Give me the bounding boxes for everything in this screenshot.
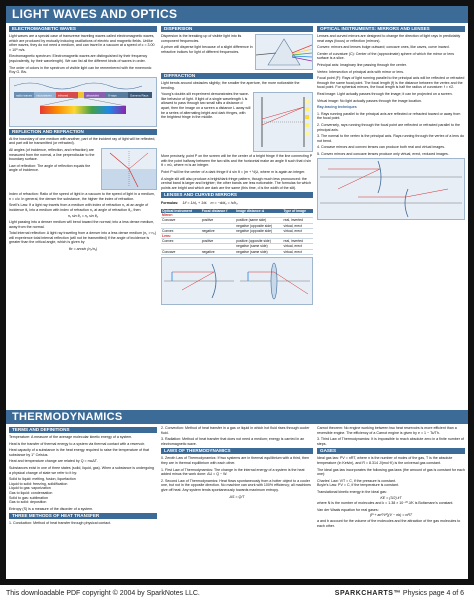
chart-sheet: [6, 6, 468, 579]
table-cell: negative: [201, 228, 235, 233]
kinetic-energy-formula: KE = (3/2) kT: [380, 495, 402, 500]
convex-concave-def: Convex: mirrors and lenses bulge outward; concave ones, like caves, curve inward.: [317, 45, 450, 50]
mirror-ray-figure: [317, 158, 465, 220]
van-der-waals-formula: (P + an²/V²)(V − nb) = nRT: [369, 513, 413, 518]
normal-text: All angles (of incidence, reflection, and refraction) are measured from the normal, a line perpendicular to the boundary surface.: [9, 147, 95, 162]
heat-temp-relation: Heat and temperature change are related by Q = mcΔT.: [9, 459, 98, 464]
heat-capacity-def: Heat capacity of a substance is the heat energy required to raise the temperature of that substance by 1° Celsius.: [9, 448, 150, 457]
phase-change: Liquid to solid: freezing, solidification: [9, 481, 68, 486]
third-law: 3. Third Law of Thermodynamics: It is impossible to reach absolute zero in a finite number of steps.: [317, 437, 464, 446]
column-optical-instruments: [317, 25, 465, 407]
em-mnemonic-text: The order of colors in the spectrum of visible light can be remembered with the mnemonic Roy G. Biv.: [9, 65, 152, 75]
carnot-theorem: Carnot theorem: No engine working between two heat reservoirs is more efficient than a reversible engine. The efficiency of a Carnot engine is given by e = 1 − Tc/Th.: [317, 426, 457, 435]
table-cell: negative (same side): [235, 244, 282, 249]
table-cell: real, inverted: [282, 239, 313, 244]
states-text: Substances exist in one of three states (solid, liquid, gas). When a substance is undergoing a physical change of state we refer to it by:: [9, 465, 155, 475]
index-of-refraction: Index of refraction: Ratio of the speed of light in a vacuum to the speed of light in a medium, n = c/v. In general, the denser the substance, the higher the index of refraction.: [9, 191, 155, 201]
table-header: Image distance dᵢ: [235, 209, 282, 213]
em-paragraph: Light waves are a special case of transverse traveling waves called electromagnetic waves, which are produced by mutually inducing oscillations of electric and magnetic fields. Unlike other waves, they do not need a medium, and can travel in a vacuum at a speed of c = 3.00 × 10⁸ m/s.: [9, 34, 155, 52]
ray-rule-4: 4. Concave mirrors and convex lenses can produce both real and virtual images.: [317, 145, 446, 150]
table-cell: Concave: [161, 218, 201, 223]
principal-axis-def: Principal axis: Imaginary line passing through the center.: [317, 62, 407, 67]
spectrum-diagram: [10, 78, 156, 126]
ray-rule-5: 5. Convex mirrors and concave lenses produce only virtual, erect, reduced images.: [317, 151, 449, 156]
optical-instruments-title: OPTICAL INSTRUMENTS: MIRRORS AND LENSES: [317, 26, 465, 32]
table-cell: positive (same side): [235, 218, 282, 223]
copyright-notice: This downloadable PDF copyright © 2004 by SparkNotes LLC.: [6, 590, 200, 597]
refraction-figure: [101, 148, 157, 190]
ray-rule-3: 3. The normal to the vertex is the principal axis. Rays running through the vertex of a lens do not bend.: [317, 134, 464, 143]
table-cell: Lens:: [161, 233, 201, 238]
table-cell: positive: [201, 218, 235, 223]
table-cell: Mirror:: [161, 213, 201, 218]
spectrum-label: Gamma Rays: [130, 93, 149, 98]
boltzmann-text: where N is the number of molecules and k = 1.38 × 10⁻²³ J/K is Boltzmann's constant.: [317, 501, 454, 506]
bright-fringe-text: More precisely, point P on the screen will be the center of a bright fringe if the line connecting P with the point halfway between the two slits and the horizontal make an angle θ such that d sin θ = mλ, where m is an integer.: [161, 154, 313, 168]
em-spectrum-text: Electromagnetic spectrum: Electromagnetic waves are distinguished by their frequency (equivalently, by their wavelength). We can list all the different kinds of waves in order.: [9, 54, 148, 63]
table-cell: virtual, erect: [282, 228, 313, 233]
virtual-image-def: Virtual image: No light actually passes through the image location.: [317, 98, 423, 103]
focal-point-def: Focal point (F): Rays of light running parallel to the principal axis will be reflected or refracted through the same focal point. The focal length (f) is the distance between the vertex and the focal point. For spherical mirrors, the focal length is half the radius of curvature: f = r/2.: [317, 76, 465, 90]
ray-rule-1: 1. Rays running parallel to the principal axis are reflected or refracted toward or away from the focal point.: [317, 111, 461, 121]
table-cell: real, inverted: [282, 218, 313, 223]
thermodynamics-header: THERMODYNAMICS: [6, 410, 468, 424]
diffraction-text: Light bends around obstacles slightly; the smaller the aperture, the more noticeable the bending.: [161, 81, 300, 90]
phase-change: Gas to solid: deposition: [9, 500, 47, 505]
ray-tracing-title: Ray-tracing techniques: [317, 105, 357, 110]
kinetic-energy-text: Translational kinetic energy in the ideal gas:: [317, 489, 387, 494]
entropy-def: Entropy (S) is a measure of the disorder of a system.: [9, 506, 94, 511]
table-header: Focal distance f: [201, 209, 235, 213]
prism-diagram: [256, 35, 312, 69]
snells-law: Snell's Law: If a light ray travels from a medium with index of refraction n₁ at an angle of incidence θ₁ into a medium with index of refraction n₂ at angle of refraction θ₂, then: [9, 203, 149, 212]
table-row: [161, 249, 313, 254]
conduction-def: 1. Conduction: Method of heat transfer through physical contact.: [9, 521, 112, 526]
radiation-def: 3. Radiation: Method of heat transfer that does not need a medium; energy is carried in an electromagnetic wave.: [161, 437, 305, 446]
total-internal-reflection: Total internal reflection: A light ray traveling from a denser into a less dense medium (n₁ > n₂) will experience total internal reflection (will not be transmitted) if the angle of incidence is greater than the critical angle, which is given by: [9, 231, 157, 245]
table-cell: negative: [201, 249, 235, 254]
refraction-intro: At the boundary of one medium with another, part of the incident ray of light will be reflected, and part will be transmitted (or refracted).: [9, 136, 156, 146]
refraction-diagram: [102, 149, 156, 189]
ideal-gas-law: Ideal gas law: PV = nRT, where n is the number of moles of the gas, T is the absolute temperature (in Kelvin), and R = 8.314 J/(mol·K) is the universal gas constant.: [317, 456, 453, 465]
dispersion-title: DISPERSION: [161, 26, 313, 32]
spectrum-label: ultraviolet: [86, 93, 99, 98]
spectrum-label: radio waves: [16, 93, 33, 98]
gas-laws-intro: The ideal gas law incorporates the following gas laws (the amount of gas is constant for each one):: [317, 467, 465, 477]
boyles-law: Boyle's Law: PV = C, if the temperature is constant.: [317, 483, 399, 488]
column-dispersion-lenses: [161, 25, 313, 407]
prism-text: A prism will disperse light because of a slight difference in refractive indices for light of different frequencies.: [161, 45, 253, 54]
light-waves-header: LIGHT WAVES AND OPTICS: [6, 6, 468, 23]
column-terms: [9, 426, 157, 577]
magnification-formula: m = −dᵢ/d₀ = hᵢ/h₀: [210, 201, 238, 206]
single-slit-text: A single slit will also produce a bright/dark fringe pattern, though much less pronounced: the central band is larger and brighter; the other bands are less noticeable. The formulas for which points are bright and which are dark are the same (this time, d is the width of the slit).: [161, 176, 311, 190]
table-cell: negative (opposite side): [235, 228, 282, 233]
reflection-refraction-title: REFLECTION AND REFRACTION: [9, 129, 157, 135]
center-of-curvature-def: Center of curvature (C): Center of the (approximate) sphere of which the mirror or lens surface is a slice.: [317, 51, 455, 61]
column-gases: [317, 426, 465, 577]
page-indicator: [335, 590, 464, 597]
vertex-def: Vertex: Intersection of principal axis with mirror or lens.: [317, 69, 405, 74]
ray-diagrams: [162, 258, 312, 304]
laws-title: LAWS OF THERMODYNAMICS: [161, 448, 313, 454]
spectrum-label: infrared: [58, 93, 69, 98]
table-cell: virtual, erect: [282, 244, 313, 249]
table-cell: positive (opposite side): [235, 239, 282, 244]
spectrum-label: X-rays: [108, 93, 117, 98]
first-law: 1. First Law of Thermodynamics: The change in the internal energy of a system is the heat added minus the work done: ΔU = Q − W.: [161, 467, 305, 477]
entropy-formula: ΔS = Q/T: [229, 494, 245, 499]
spectrum-label: microwaves: [36, 93, 52, 98]
table-cell: negative (same side): [235, 249, 282, 254]
prism-figure: [255, 34, 313, 70]
heat-transfer-title: THREE METHODS OF HEAT TRANSFER: [9, 513, 157, 519]
convection-def: 2. Convection: Method of heat transfer in a gas or liquid in which hot fluid rises through cooler fluid.: [161, 426, 310, 435]
law-of-reflection: Law of reflection: The angle of reflection equals the angle of incidence.: [9, 163, 91, 173]
mirror-ray-diagrams: [318, 159, 464, 219]
spectrum-figure: [9, 77, 157, 127]
dark-fringe-text: Point P will be the center of a dark fringe if d sin θ = (m + ½)λ, where m is again an integer.: [161, 169, 306, 174]
zeroth-law: 0. Zeroth Law of Thermodynamics: If two systems are in thermal equilibrium with a third, then they are in thermal equilibrium with each other.: [161, 456, 309, 465]
lenses-mirrors-title: LENSES AND CURVED MIRRORS: [161, 192, 313, 198]
brand-logo: SPARKCHARTS™: [334, 590, 401, 597]
table-cell: virtual, erect: [282, 249, 313, 254]
lens-mirror-table: [161, 209, 313, 255]
double-slit-text: Young's double-slit experiment demonstrates the wave-like behavior of light. If light of a single wavelength λ is allowed to pass through two small slits a distance d apart, then the image on a screen a distance L away will be a series of alternating bright and dark fringes, with the brightest fringe in the middle.: [161, 92, 251, 120]
temperature-def: Temperature: A measure of the average molecular kinetic energy of a system.: [9, 435, 133, 439]
table-header: Optical instrument: [161, 209, 201, 213]
table-cell: negative (opposite side): [235, 223, 282, 228]
table-cell: Convex: [161, 228, 201, 233]
optics-intro: Lenses and curved mirrors are designed to change the direction of light rays in predictably neat ways (focus) or reflection (mirrors).: [317, 34, 461, 43]
table-cell: positive: [201, 239, 235, 244]
table-cell: Concave: [161, 249, 201, 254]
double-slit-diagram: [254, 93, 312, 151]
table-header: Type of image: [282, 209, 313, 213]
phase-change: Solid to gas: sublimation: [9, 495, 48, 500]
double-slit-figure: [253, 92, 313, 152]
gases-title: GASES: [317, 448, 465, 454]
dispersion-text: Dispersion is the breaking up of visible light into its component frequencies.: [161, 34, 242, 43]
ray-diagrams-figure: [161, 257, 313, 305]
real-image-def: Real image: Light actually passes through the image; it can be projected on a screen.: [317, 91, 453, 96]
ray-rule-2: 2. Conversely, rays running through the focal point are reflected or refracted parallel to the principal axis.: [317, 122, 460, 132]
van-der-waals-text: Van der Waals equation for real gases:: [317, 507, 379, 512]
van-der-waals-constants: a and b account for the volume of the molecules and the attraction of the gas molecules to each other.: [317, 518, 461, 528]
column-laws: [161, 426, 313, 577]
diffraction-title: DIFFRACTION: [161, 73, 313, 79]
page-number: Physics page 4 of 6: [402, 590, 464, 597]
table-cell: virtual, erect: [282, 223, 313, 228]
heat-def: Heat is the transfer of thermal energy to a system via thermal contact with a reservoir.: [9, 441, 146, 446]
charles-law: Charles' Law: V/T = C, if the pressure is constant.: [317, 478, 396, 483]
lens-formula: 1/f = 1/d₀ + 1/dᵢ: [182, 201, 207, 206]
bending-rule: Light passing into a denser medium will bend toward the normal; into a less dense medium, away from the normal.: [9, 219, 155, 229]
visible-spectrum-bar: [40, 106, 126, 114]
phase-change: Gas to liquid: condensation: [9, 490, 53, 495]
phase-change: Liquid to gas: vaporization: [9, 486, 51, 491]
snell-formula: n₁ sin θ₁ = n₂ sin θ₂: [67, 214, 99, 219]
terms-title: TERMS AND DEFINITIONS: [9, 427, 157, 433]
em-waves-title: ELECTROMAGNETIC WAVES: [9, 26, 157, 32]
phase-change: Solid to liquid: melting, fusion, liquefaction: [9, 477, 76, 482]
second-law: 2. Second Law of Thermodynamics: Heat flows spontaneously from a hotter object to a cooler one, but not in the opposite direction. No machine can work with 100% efficiency; all machines give off heat. Any system tends spontaneously towards maximum entropy.: [161, 478, 311, 492]
formulas-label: Formulas:: [161, 201, 179, 206]
column-em-reflection: [9, 25, 157, 407]
critical-angle-formula: θc = arcsin (n₂/n₁): [68, 246, 98, 251]
table-cell: Convex: [161, 239, 201, 244]
